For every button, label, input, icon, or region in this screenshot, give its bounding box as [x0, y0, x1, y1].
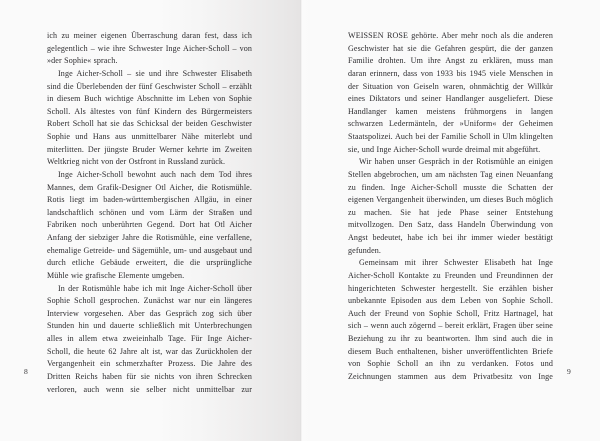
paragraph: Inge Aicher-Scholl – sie und ihre Schwester Elisabeth sind die Überlebenden der fünf Geschwister Scholl – erzählt in diesem Buch wichtige Abschnitte im Leben von Sophie Scholl. Als ältestes von fünf Kindern des Bürgermeisters Robert Scholl hat sie das Schicksal der beiden Geschwister Sophie und Hans aus unmittelbarer Nähe miterlebt und miterlitten. Der jüngste Bruder Werner kehrte im Zweiten Weltkrieg nicht von der Ostfront in Russland zurück. [47, 68, 252, 167]
paragraph: Inge Aicher-Scholl bewohnt auch nach dem Tod ihres Mannes, dem Grafik-Designer Otl Aicher, die Rotismühle. Rotis liegt im baden-württembergischen Allgäu, in einer landschaftlich schönen und vom Lärm der Straßen und Fabriken noch unberührten Gegend. Dort hat Otl Aicher Anfang der siebziger Jahre die Rotismühle, eine verfallene, ehemalige Getreide- und Sägemühle, um- und ausgebaut und durch etliche Gebäude erweitert, die die ursprüngliche Mühle wie grafische Elemente umgeben. [47, 169, 252, 280]
paragraph: ich zu meiner eigenen Überraschung daran fest, dass ich gelegentlich – wie ihre Schwester Inge Aicher-Scholl – von »der Sophie« sprach. [47, 31, 252, 66]
page-text-column-right [348, 30, 553, 384]
page-number-right: 9 [567, 367, 571, 376]
page-text-column-left [47, 30, 252, 396]
book-page-right [300, 0, 600, 441]
paragraph: WEISSEN ROSE gehörte. Aber mehr noch als die anderen Geschwister hat sie die Gefahren gespürt, die der ganzen Familie drohten. Um ihre Angst zu erklären, muss man daran erinnern, dass von 1933 bis 1945 viele Menschen in der Situation von Geiseln waren, ohnmächtig der Willkür eines Diktators und seiner Handlanger ausgeliefert. Diese Handlanger kamen meistens frühmorgens in langen schwarzen Ledermänteln, der »Uniform« der Geheimen Staatspolizei. Auch bei der Familie Scholl in Ulm klingelten sie, und Inge Aicher-Scholl wurde dreimal mit abgeführt. [348, 31, 553, 154]
paragraph: Wir haben unser Gespräch in der Rotismühle an einigen Stellen abgebrochen, um am nächsten Tag einen Neuanfang zu finden. Inge Aicher-Scholl musste die Schatten der eigenen Vergangenheit überwinden, um dieses Buch möglich zu machen. Sie hat jede Phase seiner Entstehung mitvollzogen. Den Satz, dass Handeln Überwindung von Angst bedeutet, habe ich bei ihr immer wieder bestätigt gefunden. [348, 157, 553, 255]
paragraph: Gemeinsam mit ihrer Schwester Elisabeth hat Inge Aicher-Scholl Kontakte zu Freunden und Freundinnen der hingerichteten Schwester hergestellt. Sie erzählen bisher unbekannte Episoden aus dem Leben von Sophie Scholl. Auch der Freund von Sophie Scholl, Fritz Hartnagel, hat sich – wenn auch zögernd – bereit erklärt, Fragen über seine Beziehung zu ihr zu beantworten. Ihm sind auch die in diesem Buch enthaltenen, bisher unveröffentlichten Briefe von Sophie Scholl an ihn zu verdanken. Fotos und Zeichnungen stammen aus dem Privatbesitz von Inge [348, 258, 553, 381]
paragraph: In der Rotismühle habe ich mit Inge Aicher-Scholl über Sophie Scholl gesprochen. Zunächst war nur ein längeres Interview vorgesehen. Aber das Gespräch zog sich über Stunden hin und dauerte schließlich mit Unterbrechungen alles in allem etwa zweieinhalb Tage. Für Inge Aicher-Scholl, die heute 62 Jahre alt ist, war das Zurückholen der Vergangenheit ein schmerzhafter Prozess. Die Jahre des Dritten Reichs haben für sie nichts von ihren Schrecken verloren, auch wenn sie selber nicht unmittelbar zur [47, 283, 252, 394]
page-number-left: 8 [24, 367, 28, 376]
